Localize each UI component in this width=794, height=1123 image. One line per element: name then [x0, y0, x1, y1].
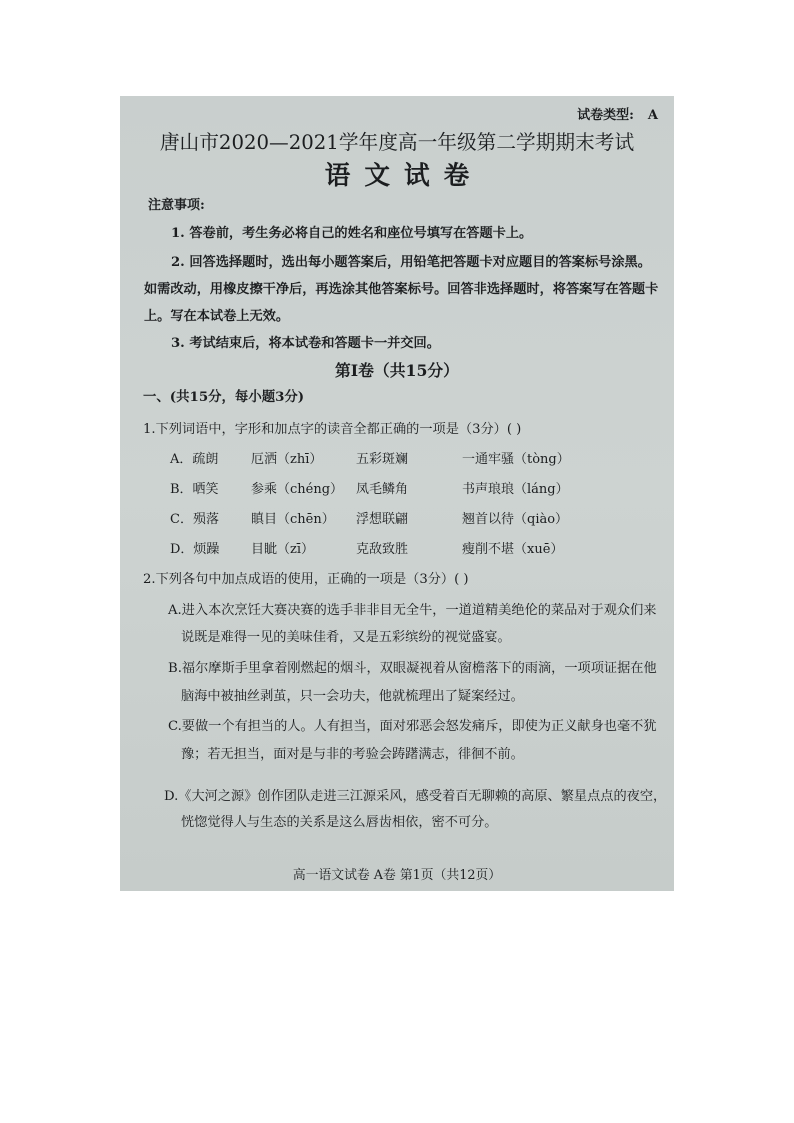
note-2-cont: 如需改动，用橡皮擦干净后，再选涂其他答案标号。回答非选择题时，将答案写在答题卡: [144, 282, 659, 297]
q2-option-b: B.福尔摩斯手里拿着刚燃起的烟斗，双眼凝视着从窗檐落下的雨滴，一项项证据在他: [168, 661, 657, 676]
q1-option-c-word4: 翘首以待（qiào）: [462, 512, 569, 527]
note-2: 2. 回答选择题时，选出每小题答案后，用铅笔把答题卡对应题目的答案标号涂黑。: [171, 255, 651, 270]
paper-type: [577, 104, 658, 123]
q1-option-a-word2: 厄洒（zhī）: [251, 452, 323, 467]
q2-option-a-cont: 说既是难得一见的美味佳肴，又是五彩缤纷的视觉盛宴。: [181, 630, 511, 645]
q1-option-d-word3: 克敌致胜: [356, 542, 409, 557]
question-2-stem: 2.下列各句中加点成语的使用，正确的一项是（3分）( ): [143, 572, 469, 587]
note-1: 1. 答卷前，考生务必将自己的姓名和座位号填写在答题卡上。: [171, 226, 533, 241]
q1-option-c-word2: 瞋目（chēn）: [251, 512, 335, 527]
q1-option-b-word4: 书声琅琅（láng）: [462, 482, 569, 497]
section-heading: 一、(共15分，每小题3分): [143, 389, 305, 405]
q1-option-a-word3: 五彩斑斓: [356, 452, 409, 467]
q1-option-d: D．烦躁: [170, 542, 220, 557]
subject-title: 语文试卷: [324, 161, 484, 191]
part-title: 第Ⅰ卷（共15分）: [335, 361, 459, 380]
q1-option-c: C．殒落: [170, 512, 219, 527]
paper-type-value: A: [647, 108, 658, 123]
q2-option-b-cont: 脑海中被抽丝剥茧，只一会功夫，他就梳理出了疑案经过。: [181, 689, 524, 704]
q1-option-b-word2: 参乘（chéng）: [251, 482, 344, 497]
exam-sheet: [120, 96, 674, 891]
q2-option-c-cont: 豫；若无担当，面对是与非的考验会踌躇满志，徘徊不前。: [181, 747, 524, 762]
q2-option-d-cont: 恍惚觉得人与生态的关系是这么唇齿相依，密不可分。: [181, 815, 498, 830]
q1-option-c-word3: 浮想联翩: [356, 512, 409, 527]
q2-option-a: A.进入本次烹饪大赛决赛的选手非非目无全牛，一道道精美绝伦的菜品对于观众们来: [168, 603, 657, 618]
q1-option-b-word3: 凤毛鳞角: [356, 482, 409, 497]
q1-option-d-word2: 目眦（zī）: [251, 542, 315, 557]
q1-option-a: A．疏朗: [170, 452, 219, 467]
q1-option-a-word4: 一通牢骚（tòng）: [462, 452, 570, 467]
q1-option-b: B．哂笑: [170, 482, 219, 497]
notes-heading: 注意事项:: [148, 198, 205, 213]
page-footer: 高一语文试卷 A卷 第1页（共12页）: [292, 868, 502, 883]
exam-title: 唐山市2020—2021学年度高一年级第二学期期末考试: [159, 131, 635, 154]
paper-type-label: 试卷类型:: [577, 108, 634, 123]
note-2-end: 上。写在本试卷上无效。: [144, 309, 290, 324]
q2-option-d: D.《大河之源》创作团队走进三江源采风，感受着百无聊赖的高原、繁星点点的夜空，: [164, 789, 667, 804]
question-1-stem: 1.下列词语中，字形和加点字的读音全都正确的一项是（3分）( ): [143, 422, 522, 437]
note-3: 3. 考试结束后，将本试卷和答题卡一并交回。: [171, 336, 440, 351]
q1-option-d-word4: 瘦削不堪（xuē）: [462, 542, 564, 557]
q2-option-c: C.要做一个有担当的人。人有担当，面对邪恶会怒发痛斥，即使为正义献身也毫不犹: [168, 719, 657, 734]
